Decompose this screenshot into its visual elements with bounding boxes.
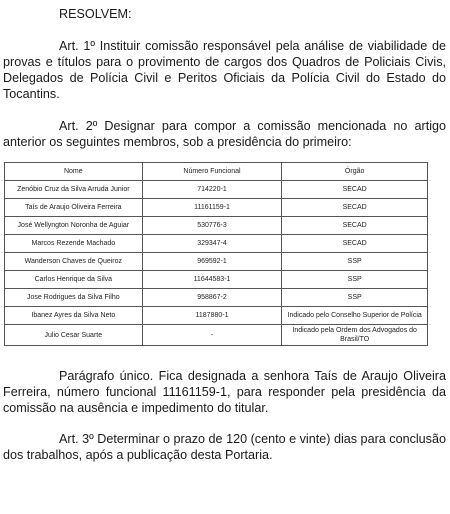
cell-number: 1187880-1 <box>142 307 282 325</box>
cell-org: Indicado pela Ordem dos Advogados do Brasil/TO <box>282 325 428 346</box>
table-row <box>5 181 428 199</box>
paragrafo-unico: Parágrafo único. Fica designada a senhora Taís de Araujo Oliveira Ferreira, número funcional 11161159-1, para responder pela presidência da comissão na ausência e impedimento do titular. <box>3 369 446 415</box>
article-3: Art. 3º Determinar o prazo de 120 (cento e vinte) dias para conclusão dos trabalhos, após a publicação desta Portaria. <box>3 432 446 462</box>
cell-number: 11644583-1 <box>142 271 282 289</box>
cell-name: Wanderson Chaves de Queiroz <box>5 253 143 271</box>
cell-org: SECAD <box>282 199 428 217</box>
cell-number: 958867-2 <box>142 289 282 307</box>
header-org: Órgão <box>282 163 428 181</box>
cell-number: 530776-3 <box>142 217 282 235</box>
table-row <box>5 289 428 307</box>
cell-org: SECAD <box>282 235 428 253</box>
cell-name: Julio Cesar Suarte <box>5 325 143 346</box>
table-row <box>5 235 428 253</box>
cell-number: 329347-4 <box>142 235 282 253</box>
cell-org: SECAD <box>282 217 428 235</box>
cell-name: Jose Rodrigues da Silva Filho <box>5 289 143 307</box>
header-number: Número Funcional <box>142 163 282 181</box>
cell-org: SSP <box>282 253 428 271</box>
table-row <box>5 307 428 325</box>
cell-org: SSP <box>282 289 428 307</box>
cell-number: 11161159-1 <box>142 199 282 217</box>
cell-number: - <box>142 325 282 346</box>
cell-number: 714220-1 <box>142 181 282 199</box>
table-row <box>5 271 428 289</box>
table-header-row <box>5 163 428 181</box>
members-table <box>4 162 428 346</box>
cell-name: Marcos Rezende Machado <box>5 235 143 253</box>
cell-name: Ibanez Ayres da Silva Neto <box>5 307 143 325</box>
cell-name: Zenóbio Cruz da Silva Arruda Junior <box>5 181 143 199</box>
cell-number: 969592-1 <box>142 253 282 271</box>
cell-name: Carlos Henrique da Silva <box>5 271 143 289</box>
table-row <box>5 217 428 235</box>
article-2: Art. 2º Designar para compor a comissão mencionada no artigo anterior os seguintes membros, sob a presidência do primeiro: <box>3 119 446 149</box>
cell-org: SECAD <box>282 181 428 199</box>
cell-name: Taís de Araujo Oliveira Ferreira <box>5 199 143 217</box>
article-1: Art. 1º Instituir comissão responsável pela análise de viabilidade de provas e títulos para o provimento de cargos dos Quadros de Policiais Civis, Delegados de Polícia Civil e Peritos Oficiais da Polícia Civil do Estado do Tocantins. <box>3 39 446 101</box>
header-name: Nome <box>5 163 143 181</box>
table-row <box>5 253 428 271</box>
table-row <box>5 199 428 217</box>
table-row <box>5 325 428 346</box>
resolve-heading: RESOLVEM: <box>59 7 132 21</box>
cell-org: Indicado pelo Conselho Superior de Polícia <box>282 307 428 325</box>
cell-name: José Wellyngton Noronha de Aguiar <box>5 217 143 235</box>
cell-org: SSP <box>282 271 428 289</box>
